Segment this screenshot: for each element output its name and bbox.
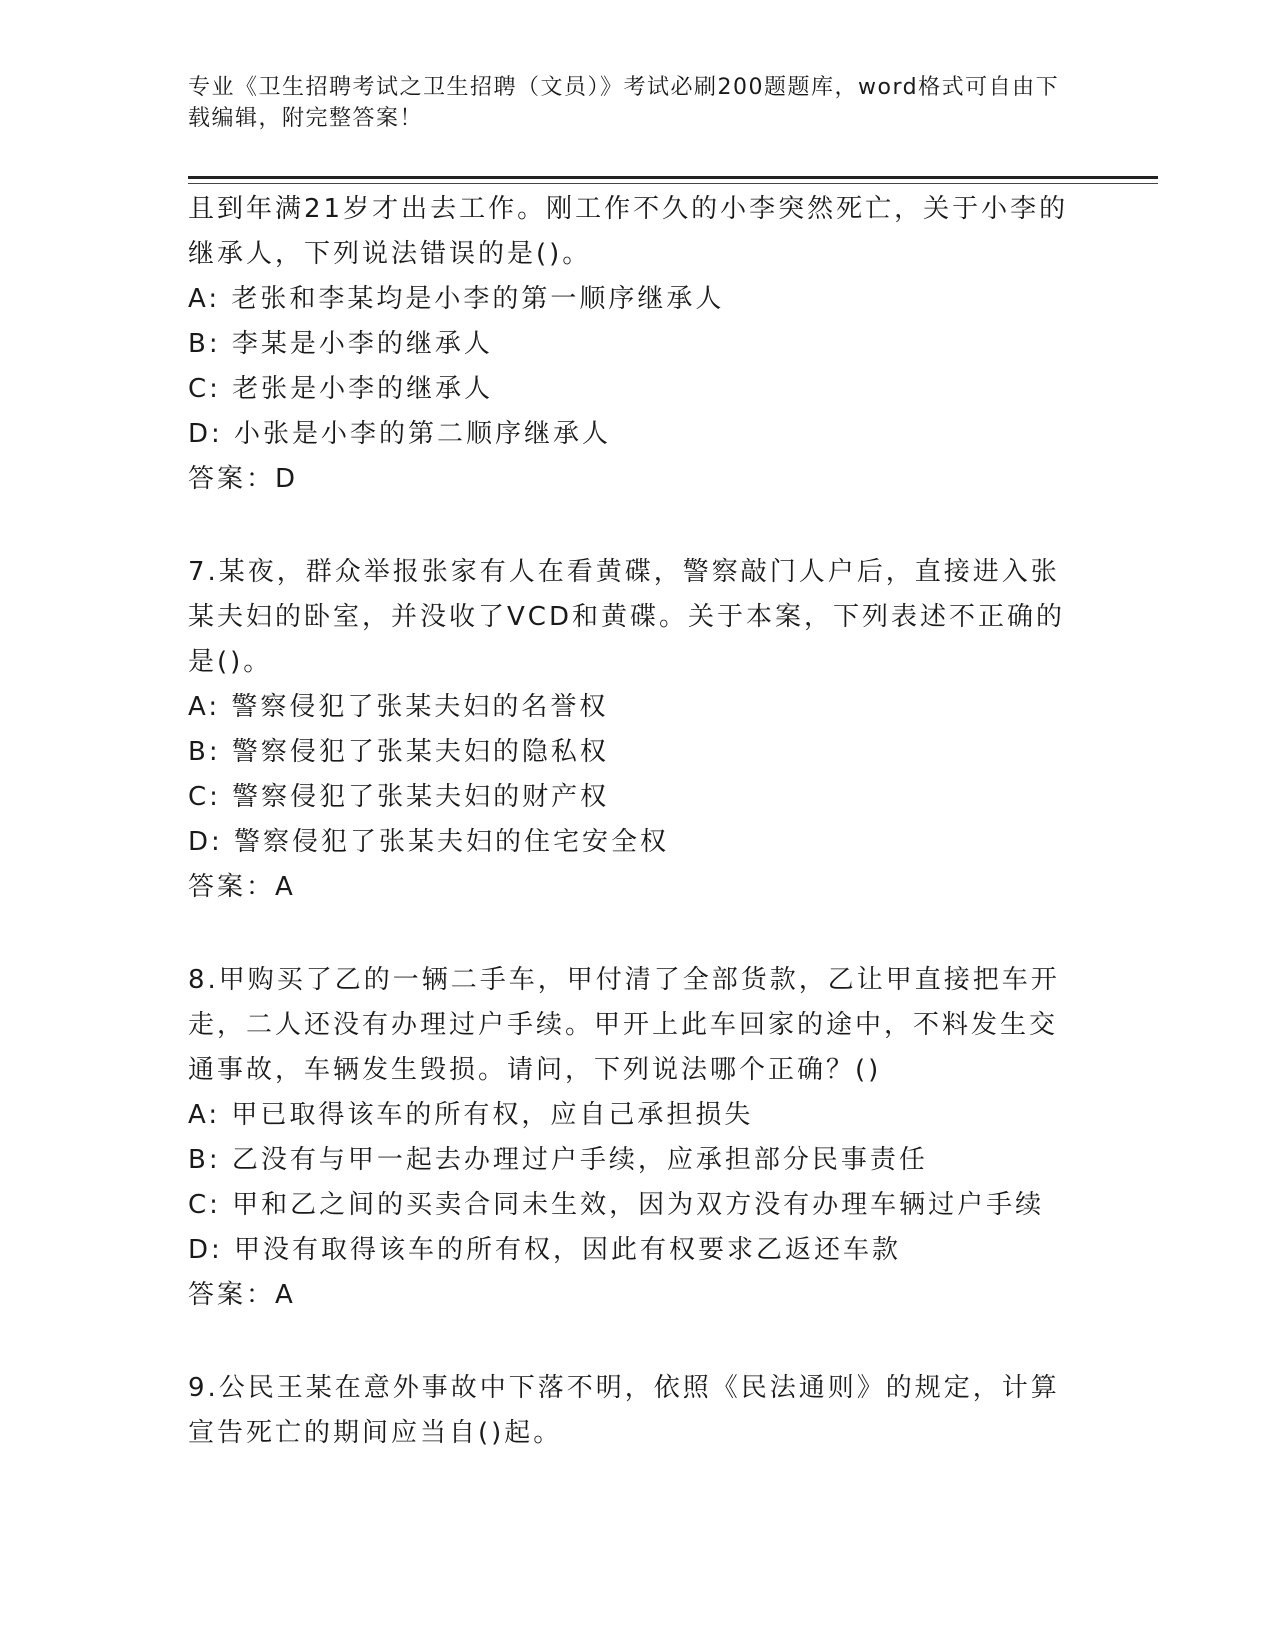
- option-d: D: 甲没有取得该车的所有权，因此有权要求乙返还车款: [188, 1235, 902, 1265]
- question-stem: 7.某夜，群众举报张家有人在看黄碟，警察敲门人户后，直接进入张某夫妇的卧室，并没收了VCD和黄碟。关于本案，下列表述不正确的是()。: [188, 557, 1065, 677]
- answer-line: 答案：D: [188, 464, 299, 494]
- question-item: [188, 550, 1078, 910]
- header-rule-thin: [188, 183, 1158, 184]
- header-rule-thick: [188, 176, 1158, 179]
- option-a: A: 警察侵犯了张某夫妇的名誉权: [188, 692, 609, 722]
- question-gap: [188, 502, 1078, 550]
- option-c: C: 老张是小李的继承人: [188, 374, 494, 404]
- question-stem: 8.甲购买了乙的一辆二手车，甲付清了全部货款，乙让甲直接把车开走，二人还没有办理过户手续。甲开上此车回家的途中，不料发生交通事故，车辆发生毁损。请问，下列说法哪个正确？(): [188, 965, 1060, 1085]
- option-c: C: 甲和乙之间的买卖合同未生效，因为双方没有办理车辆过户手续: [188, 1190, 1045, 1220]
- question-item: [188, 958, 1078, 1318]
- question-list: [188, 187, 1078, 1456]
- option-d: D: 小张是小李的第二顺序继承人: [188, 419, 612, 449]
- question-gap: [188, 910, 1078, 958]
- option-c: C: 警察侵犯了张某夫妇的财产权: [188, 782, 610, 812]
- option-a: A: 老张和李某均是小李的第一顺序继承人: [188, 284, 725, 314]
- question-item: [188, 1366, 1078, 1456]
- option-b: B: 李某是小李的继承人: [188, 329, 493, 359]
- document-header: 专业《卫生招聘考试之卫生招聘（文员）》考试必刷200题题库，word格式可自由下载编辑，附完整答案！: [188, 75, 1060, 131]
- question-item: [188, 187, 1078, 502]
- answer-line: 答案：A: [188, 1280, 296, 1310]
- question-stem: 9.公民王某在意外事故中下落不明，依照《民法通则》的规定，计算宣告死亡的期间应当自()起。: [188, 1373, 1060, 1448]
- answer-line: 答案：A: [188, 872, 296, 902]
- question-stem: 且到年满21岁才出去工作。刚工作不久的小李突然死亡，关于小李的继承人，下列说法错误的是()。: [188, 194, 1069, 269]
- option-b: B: 警察侵犯了张某夫妇的隐私权: [188, 737, 609, 767]
- question-gap: [188, 1318, 1078, 1366]
- option-b: B: 乙没有与甲一起去办理过户手续，应承担部分民事责任: [188, 1145, 928, 1175]
- option-a: A: 甲已取得该车的所有权，应自己承担损失: [188, 1100, 754, 1130]
- option-d: D: 警察侵犯了张某夫妇的住宅安全权: [188, 827, 670, 857]
